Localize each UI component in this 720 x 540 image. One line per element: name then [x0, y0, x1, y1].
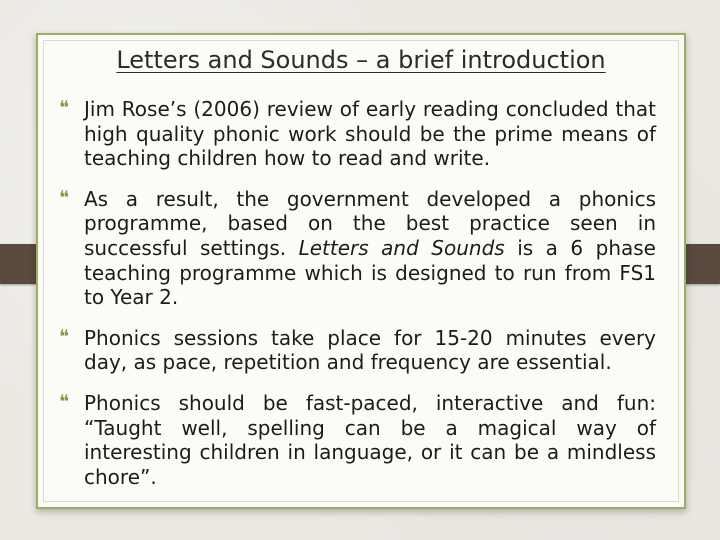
bullet-item [58, 187, 656, 310]
bullet-list [58, 97, 656, 505]
programme-name-emphasis: Letters and Sounds [298, 235, 505, 260]
bullet-text: Phonics should be fast-paced, interactive and fun: “Taught well, spelling can be a magical way of interesting children in language, or it can be a mindless chore”. [84, 390, 656, 489]
bullet-item [58, 391, 656, 489]
double-quote-bullet-icon: ❝ [59, 97, 70, 119]
bullet-text-part: As a result, the government developed a phonics programme, based on the best practice seen in successful settings. [84, 186, 656, 260]
double-quote-bullet-icon: ❝ [59, 186, 70, 209]
bullet-text [84, 187, 656, 309]
bullet-text: Phonics sessions take place for 15-20 minutes every day, as pace, repetition and frequency are essential. [84, 325, 656, 375]
slide-card [36, 33, 686, 509]
double-quote-bullet-icon: ❝ [59, 325, 70, 348]
bullet-item [58, 97, 656, 171]
bullet-item [58, 326, 656, 375]
slide-title: Letters and Sounds – a brief introduction [116, 46, 606, 74]
double-quote-bullet-icon: ❝ [59, 390, 70, 413]
bullet-text: Jim Rose’s (2006) review of early reading concluded that high quality phonic work should be the prime means of teaching children how to read and write. [84, 97, 656, 171]
bullet-text-part: is a 6 phase teaching programme which is designed to run from FS1 to Year 2. [84, 235, 656, 310]
